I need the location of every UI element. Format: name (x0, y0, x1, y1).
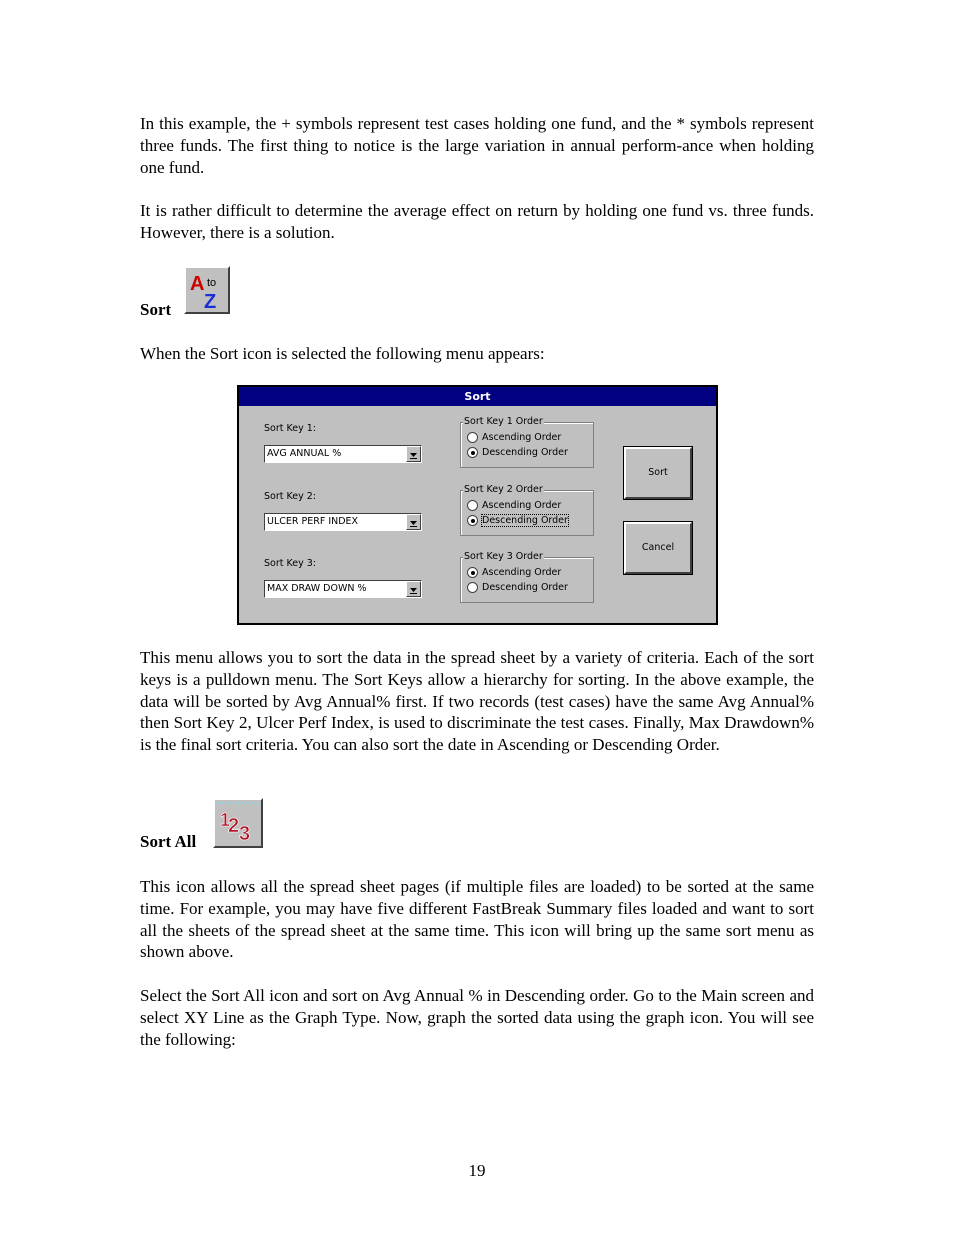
svg-text:1: 1 (220, 810, 231, 830)
paragraph-instructions: Select the Sort All icon and sort on Avg Annual % in Descending order. Go to the Main screen and select XY Line as the Graph Type. Now, graph the sorted data using the graph icon. You will see the following: (140, 986, 814, 1049)
dropdown-arrow-icon[interactable] (406, 581, 421, 597)
order1-descending-radio[interactable]: Descending Order (467, 447, 568, 461)
paragraph-sort-all: This icon allows all the spread sheet pages (if multiple files are loaded) to be sorted at the same time. For example, you may have five different FastBreak Summary files loaded and want to sort all the sheets of the spread sheet at the same time. This icon will bring up the same sort menu as shown above. (140, 877, 814, 962)
paragraph-intro: In this example, the + symbols represent test cases holding one fund, and the * symbols represent three funds. The first thing to notice is the large variation in annual perform-ance when holding one fund. (140, 114, 814, 177)
sort-all-icon[interactable] (213, 798, 263, 848)
sort-button[interactable]: Sort (624, 447, 692, 499)
order2-ascending-radio[interactable]: Ascending Order (467, 500, 561, 514)
svg-text:3: 3 (239, 823, 251, 845)
sort-icon[interactable] (184, 266, 230, 314)
dropdown-arrow-icon[interactable] (406, 446, 421, 462)
sort-key-2-label: Sort Key 2: (264, 491, 316, 502)
sort-key-2-order-group (460, 484, 594, 536)
order2-descending-radio[interactable]: Descending Order (467, 515, 568, 529)
svg-text:to: to (207, 277, 217, 289)
radio-on-icon (467, 515, 478, 526)
radio-off-icon (467, 582, 478, 593)
cancel-button[interactable]: Cancel (624, 522, 692, 574)
radio-on-icon (467, 447, 478, 458)
order3-ascending-radio[interactable]: Ascending Order (467, 567, 561, 581)
svg-text:A: A (190, 273, 205, 295)
sort-key-3-order-group (460, 551, 594, 603)
sort-key-3-order-label: Sort Key 3 Order (464, 551, 543, 562)
sort-heading: Sort (140, 300, 172, 319)
order1-ascending-radio[interactable]: Ascending Order (467, 432, 561, 446)
svg-text:Z: Z (204, 291, 217, 312)
sort-key-1-dropdown[interactable] (264, 445, 422, 463)
sort-all-heading: Sort All (140, 832, 197, 851)
sort-key-1-order-label: Sort Key 1 Order (464, 416, 543, 427)
sort-key-2-order-label: Sort Key 2 Order (464, 484, 543, 495)
sort-key-1-order-group (460, 416, 594, 468)
radio-off-icon (467, 432, 478, 443)
sort-key-1-label: Sort Key 1: (264, 423, 316, 434)
sort-dialog (237, 385, 718, 625)
sort-key-3-value: MAX DRAW DOWN % (267, 583, 367, 594)
radio-on-icon (467, 567, 478, 578)
sort-key-3-dropdown[interactable] (264, 580, 422, 598)
sort-key-1-value: AVG ANNUAL % (267, 448, 342, 459)
dialog-title: Sort (239, 387, 716, 406)
dropdown-arrow-icon[interactable] (406, 514, 421, 530)
paragraph-difficulty: It is rather difficult to determine the average effect on return by holding one fund vs. three funds. However, there is a solution. (140, 201, 814, 242)
order3-descending-radio[interactable]: Descending Order (467, 582, 568, 596)
paragraph-menu-explanation: This menu allows you to sort the data in the spread sheet by a variety of criteria. Each of the sort keys is a pulldown menu. The Sort Keys allow a hierarchy for sorting. In the above example, the data will be sorted by Avg Annual% first. If two records (test cases) have the same Avg Annual% then Sort Key 2, Ulcer Perf Index, is used to discriminate the test cases. Finally, Max Drawdown% is the final sort criteria. You can also sort the date in Ascending or Descending Order. (140, 648, 814, 755)
sort-key-2-dropdown[interactable] (264, 513, 422, 531)
sort-key-2-value: ULCER PERF INDEX (267, 516, 359, 527)
sort-key-3-label: Sort Key 3: (264, 558, 316, 569)
radio-off-icon (467, 500, 478, 511)
paragraph-sort-menu: When the Sort icon is selected the following menu appears: (140, 344, 545, 363)
page-number: 19 (468, 1161, 486, 1180)
svg-text:2: 2 (228, 815, 240, 837)
